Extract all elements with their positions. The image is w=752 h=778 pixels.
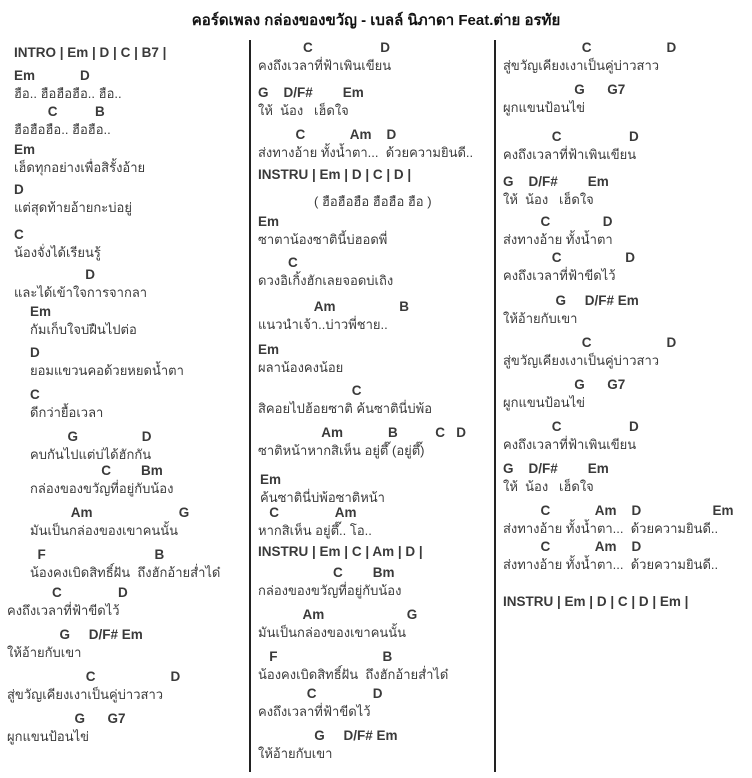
lyric-line: ยอมแขวนคอด้วยหยดน้ำตา <box>30 363 184 378</box>
lyric-line: สิคอยไปฮ้อยซาติ ค้นซาตินี่บ่พ้อ <box>258 401 433 416</box>
chord-line: G G7 <box>7 711 126 726</box>
column-1 <box>7 0 248 778</box>
lyric-line: ให้ น้อง เฮ็ดใจ <box>258 103 349 118</box>
lyric-line: ผูกแขนป้อนไข่ <box>7 729 90 744</box>
lyric-line: กล่องของขวัญที่อยู่กับน้อง <box>30 481 174 496</box>
lyric-line: สู่ขวัญเคียงเงาเป็นคู่บ่าวสาว <box>503 58 660 73</box>
chord-line: G D/F# Em <box>258 85 364 100</box>
chord-line: C D <box>503 419 639 434</box>
lyric-line: ฮือฮือฮือ.. ฮือฮือ.. <box>14 122 111 137</box>
chord-line: G G7 <box>503 82 626 97</box>
chord-line: Am B <box>258 299 410 314</box>
chord-line: Em <box>14 142 36 157</box>
lyric-line: เฮ็ดทุกอย่างเพื่อสิรั้งอ้าย <box>14 160 146 175</box>
chord-line: C Am D Em <box>503 503 734 518</box>
section-heading: INSTRU | Em | D | C | D | <box>258 167 412 182</box>
column-3 <box>503 0 752 778</box>
lyric-line: ค้นซาตินี่บ่พ้อซาติหน้า <box>260 490 385 505</box>
lyric-line: มันเป็นกล่องของเขาคนนั้น <box>258 625 407 640</box>
chord-line: G D/F# Em <box>258 728 398 743</box>
chord-line: Em D <box>14 68 90 83</box>
chord-line: C D <box>258 686 383 701</box>
chord-line: G G7 <box>503 377 626 392</box>
chord-line: D <box>14 182 24 197</box>
chord-line: Em <box>258 214 280 229</box>
chord-line: C D <box>503 214 613 229</box>
chord-line: Em <box>258 342 280 357</box>
chord-line: Am B C D <box>258 425 467 440</box>
chord-line: C Am D <box>258 127 397 142</box>
lyric-line: ส่งทางอ้าย ทั้งน้ำตา... ด้วยความยินดี.. <box>503 521 719 536</box>
lyric-line: ฮือ.. ฮือฮือฮือ.. ฮือ.. <box>14 86 122 101</box>
lyric-line: น้องคงเบิดสิทธิ์ฝัน ถึงฮักอ้ายส่ำได๋ <box>258 667 449 682</box>
vocal-note: ( ฮือฮือฮือ ฮือฮือ ฮือ ) <box>314 194 432 209</box>
lyric-line: กัมเก็บใจบ่ฝืนไปต่อ <box>30 322 137 337</box>
lyric-line: มันเป็นกล่องของเขาคนนั้น <box>30 523 179 538</box>
chord-line: F B <box>258 649 393 664</box>
chord-line: C <box>258 255 298 270</box>
chord-line: C <box>30 387 40 402</box>
chord-line: Em <box>30 304 52 319</box>
chord-line: Am G <box>30 505 190 520</box>
lyric-line: น้องคงเบิดสิทธิ์ฝัน ถึงฮักอ้ายส่ำได๋ <box>30 565 221 580</box>
chord-line: G D/F# Em <box>503 174 609 189</box>
chord-line: G D/F# Em <box>7 627 143 642</box>
column-divider <box>494 40 496 772</box>
lyric-line: ส่งทางอ้าย ทั้งน้ำตา <box>503 232 613 247</box>
chord-line: C <box>14 227 24 242</box>
lyric-line: น้องจั่งได้เรียนรู้ <box>14 245 101 260</box>
chord-line: G D/F# Em <box>503 293 639 308</box>
lyric-line: คบกันไปแต่บ่ได้ฮักกัน <box>30 447 152 462</box>
chord-line: C Bm <box>30 463 163 478</box>
lyric-line: ให้ น้อง เฮ็ดใจ <box>503 479 594 494</box>
lyric-line: ผลาน้องคงน้อย <box>258 360 344 375</box>
lyric-line: ผูกแขนป้อนไข่ <box>503 395 586 410</box>
chord-line: C D <box>258 40 391 55</box>
chord-line: C D <box>7 669 181 684</box>
lyric-line: สู่ขวัญเคียงเงาเป็นคู่บ่าวสาว <box>7 687 164 702</box>
lyric-line: คงถึงเวลาที่ฟ้าเพินเขียน <box>258 58 392 73</box>
lyric-line: คงถึงเวลาที่ฟ้าขีดไว้ <box>258 704 371 719</box>
section-heading: INSTRU | Em | C | Am | D | <box>258 544 423 559</box>
chord-line: C B <box>14 104 105 119</box>
chord-line: C Am <box>258 505 357 520</box>
chord-line: C D <box>503 335 677 350</box>
lyric-line: ดีกว่ายื้อเวลา <box>30 405 104 420</box>
chord-line: C D <box>503 250 636 265</box>
chord-line: C D <box>503 40 677 55</box>
lyric-line: ส่งทางอ้าย ทั้งน้ำตา... ด้วยความยินดี.. <box>258 145 474 160</box>
lyric-line: คงถึงเวลาที่ฟ้าเพินเขียน <box>503 437 637 452</box>
lyric-line: ให้อ้ายกับเขา <box>258 746 333 761</box>
section-heading: INSTRU | Em | D | C | D | Em | <box>503 594 689 609</box>
lyric-line: ให้ น้อง เฮ็ดใจ <box>503 192 594 207</box>
lyric-line: คงถึงเวลาที่ฟ้าขีดไว้ <box>7 603 120 618</box>
chord-line: C <box>258 383 362 398</box>
lyric-line: แนวนำเจ้า..บ่าวพี่ชาย.. <box>258 317 388 332</box>
lyric-line: แต่สุดท้ายอ้ายกะบ่อยู่ <box>14 200 132 215</box>
chord-line: Am G <box>258 607 418 622</box>
chord-line: D <box>30 345 40 360</box>
lyric-line: ส่งทางอ้าย ทั้งน้ำตา... ด้วยความยินดี.. <box>503 557 719 572</box>
lyric-line: กล่องของขวัญที่อยู่กับน้อง <box>258 583 402 598</box>
chord-line: G D/F# Em <box>503 461 609 476</box>
chord-line: F B <box>30 547 165 562</box>
chord-line: Em <box>260 472 282 487</box>
column-divider <box>249 40 251 772</box>
column-2 <box>258 0 492 778</box>
lyric-line: คงถึงเวลาที่ฟ้าขีดไว้ <box>503 268 616 283</box>
chord-line: G D <box>30 429 152 444</box>
chord-line: C D <box>503 129 639 144</box>
lyric-line: ดวงอิเกิ้งฮักเลยจอดบ่เถิง <box>258 273 394 288</box>
lyric-line: ให้อ้ายกับเขา <box>7 645 82 660</box>
lyric-line: และได้เข้าใจการจากลา <box>14 285 148 300</box>
lyric-line: หากสิเห็น อยู่ตึ๊.. โอ.. <box>258 523 372 538</box>
lyric-line: สู่ขวัญเคียงเงาเป็นคู่บ่าวสาว <box>503 353 660 368</box>
lyric-line: ซาติหน้าหากสิเห็น อยู่ตึ๊ (อยู่ตึ๊) <box>258 443 425 458</box>
chord-line: C Bm <box>258 565 395 580</box>
lyric-line: ให้อ้ายกับเขา <box>503 311 578 326</box>
lyric-line: ซาตาน้องซาตินี้บ่ฮอดพี่ <box>258 232 388 247</box>
section-heading: INTRO | Em | D | C | B7 | <box>14 45 167 60</box>
lyric-line: ผูกแขนป้อนไข่ <box>503 100 586 115</box>
chord-line: D <box>14 267 96 282</box>
page-title: คอร์ดเพลง กล่องของขวัญ - เบลล์ นิภาดา Feat.ต่าย อรทัย <box>191 12 561 29</box>
chord-line: C D <box>7 585 128 600</box>
chord-line: C Am D <box>503 539 642 554</box>
lyric-line: คงถึงเวลาที่ฟ้าเพินเขียน <box>503 147 637 162</box>
